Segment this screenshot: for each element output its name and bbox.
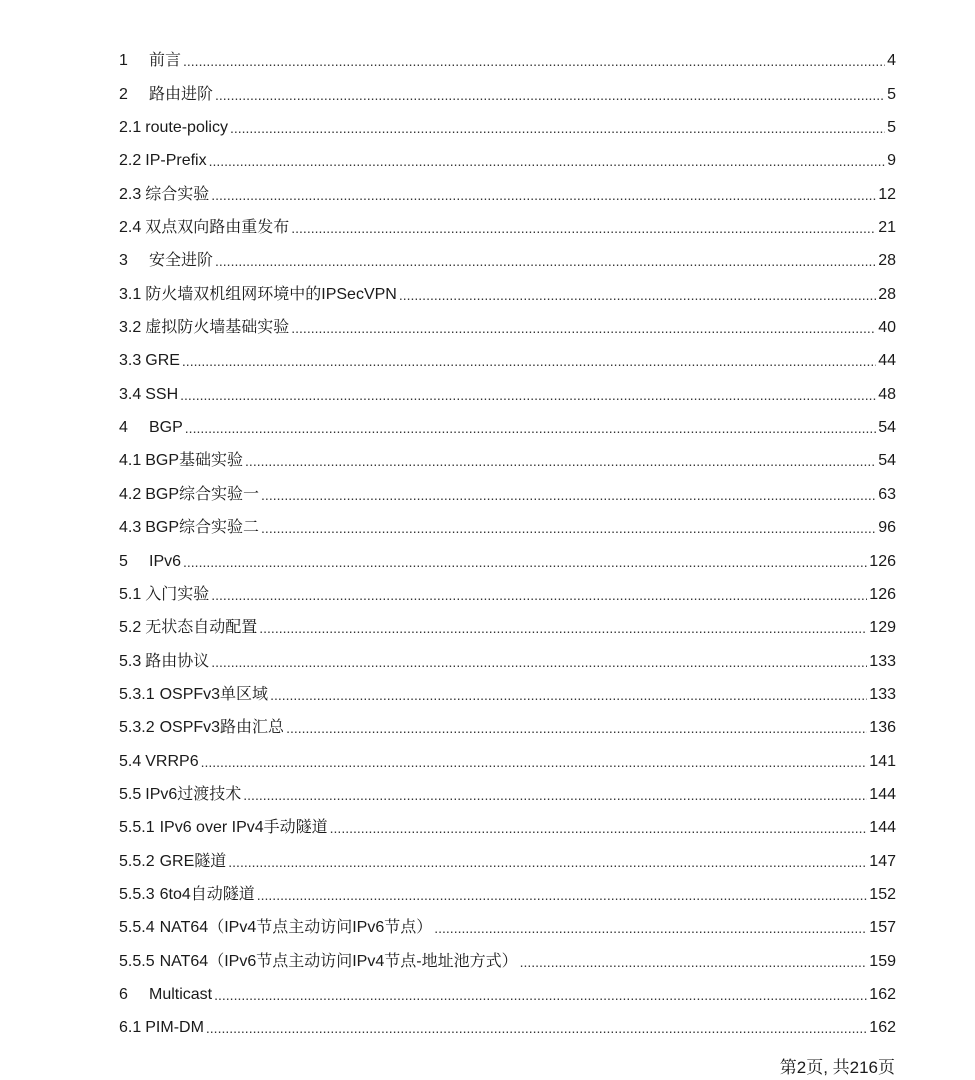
- toc-entry-label: [119, 1018, 206, 1038]
- toc-entry-number: 2.1: [119, 119, 142, 137]
- toc-entry-number: 5.5: [119, 785, 142, 803]
- toc-entry-label: [119, 918, 434, 938]
- toc-entry-page-number: 141: [869, 752, 896, 770]
- toc-entry-page-number: 157: [869, 919, 896, 937]
- toc-entry-number: 5.5.1: [119, 819, 155, 837]
- toc-entry[interactable]: [119, 805, 896, 838]
- toc-entry-number: 5.3: [119, 652, 142, 670]
- toc-entry[interactable]: [119, 338, 896, 371]
- toc-entry-page-number: 129: [869, 619, 896, 637]
- toc-entry[interactable]: [119, 471, 896, 504]
- toc-entry[interactable]: [119, 838, 896, 871]
- toc-entry-number: 6.1: [119, 1019, 142, 1037]
- toc-leader-dots: [183, 52, 885, 70]
- toc-leader-dots: [286, 719, 867, 737]
- toc-entry-page-number: 147: [869, 852, 896, 870]
- toc-entry[interactable]: [119, 38, 896, 71]
- toc-entry[interactable]: [119, 405, 896, 438]
- toc-entry[interactable]: [119, 538, 896, 571]
- toc-entry-number: 5.3.1: [119, 685, 155, 703]
- toc-entry-page-number: 162: [869, 985, 896, 1003]
- toc-entry-title: BGP综合实验二: [145, 519, 260, 537]
- toc-entry[interactable]: [119, 672, 896, 705]
- toc-entry-title: NAT64（IPv6节点主动访问IPv4节点-地址池方式）: [159, 952, 518, 970]
- toc-entry-page-number: 54: [878, 452, 896, 470]
- toc-entry-title: GRE: [145, 352, 180, 370]
- toc-leader-dots: [215, 86, 885, 104]
- toc-entry-page-number: 126: [869, 552, 896, 570]
- toc-leader-dots: [228, 853, 867, 871]
- toc-entry[interactable]: [119, 872, 896, 905]
- toc-entry-number: 2.3: [119, 185, 142, 203]
- toc-entry-title: BGP基础实验: [145, 452, 244, 470]
- toc-entry-page-number: 4: [887, 52, 896, 70]
- toc-entry-page-number: 133: [869, 685, 896, 703]
- toc-entry-label: [119, 985, 214, 1005]
- toc-entry[interactable]: [119, 572, 896, 605]
- toc-entry-label: [119, 151, 209, 171]
- toc-entry[interactable]: [119, 71, 896, 104]
- toc-entry-page-number: 126: [869, 585, 896, 603]
- toc-entry-page-number: 136: [869, 719, 896, 737]
- toc-entry[interactable]: [119, 205, 896, 238]
- toc-entry-number: 5: [119, 552, 128, 570]
- toc-entry-label: [119, 385, 180, 405]
- toc-entry-page-number: 159: [869, 952, 896, 970]
- toc-entry[interactable]: [119, 438, 896, 471]
- toc-leader-dots: [211, 186, 876, 204]
- toc-entry-title: BGP: [149, 419, 183, 437]
- toc-entry-label: [119, 618, 259, 638]
- toc-entry[interactable]: [119, 905, 896, 938]
- toc-entry-page-number: 144: [869, 785, 896, 803]
- toc-entry-page-number: 12: [878, 185, 896, 203]
- toc-entry[interactable]: [119, 972, 896, 1005]
- toc-entry-title: NAT64（IPv4节点主动访问IPv6节点）: [159, 919, 433, 937]
- toc-leader-dots: [399, 286, 876, 304]
- toc-leader-dots: [259, 619, 867, 637]
- toc-entry-label: [119, 318, 291, 338]
- toc-entry[interactable]: [119, 171, 896, 204]
- toc-leader-dots: [180, 386, 876, 404]
- toc-entry-page-number: 133: [869, 652, 896, 670]
- toc-entry-number: 4: [119, 419, 128, 437]
- toc-entry-number: 3: [119, 252, 128, 270]
- toc-entry[interactable]: [119, 238, 896, 271]
- toc-entry-label: [119, 785, 243, 805]
- toc-entry[interactable]: [119, 938, 896, 971]
- toc-leader-dots: [230, 119, 885, 137]
- toc-entry-page-number: 162: [869, 1019, 896, 1037]
- toc-entry-title: SSH: [145, 385, 179, 403]
- toc-entry-page-number: 40: [878, 319, 896, 337]
- toc-entry[interactable]: [119, 738, 896, 771]
- toc-entry-title: OSPFv3路由汇总: [159, 719, 285, 737]
- toc-entry-label: [119, 885, 257, 905]
- toc-entry-title: 入门实验: [145, 585, 210, 603]
- toc-leader-dots: [245, 452, 876, 470]
- toc-entry-title: 防火墙双机组网环境中的IPSecVPN: [145, 285, 397, 303]
- toc-entry-page-number: 9: [887, 152, 896, 170]
- toc-entry-title: 安全进阶: [149, 252, 214, 270]
- toc-entry-title: route-policy: [145, 119, 228, 137]
- toc-entry-number: 2: [119, 85, 128, 103]
- toc-entry-title: Multicast: [149, 985, 213, 1003]
- toc-entry-page-number: 152: [869, 885, 896, 903]
- toc-leader-dots: [434, 919, 867, 937]
- toc-entry-title: 路由进阶: [149, 85, 214, 103]
- toc-entry-label: [119, 118, 230, 138]
- toc-leader-dots: [330, 819, 868, 837]
- toc-entry-page-number: 144: [869, 819, 896, 837]
- toc-entry[interactable]: [119, 638, 896, 671]
- toc-leader-dots: [214, 986, 867, 1004]
- toc-entry-page-number: 63: [878, 485, 896, 503]
- toc-entry-label: [119, 285, 399, 305]
- toc-entry-title: 无状态自动配置: [145, 619, 258, 637]
- toc-entry-number: 5.5.5: [119, 952, 155, 970]
- toc-entry-label: [119, 552, 183, 572]
- toc-entry-number: 4.3: [119, 519, 142, 537]
- toc-leader-dots: [183, 553, 867, 571]
- toc-leader-dots: [243, 786, 867, 804]
- toc-entry-page-number: 5: [887, 85, 896, 103]
- toc-entry-label: [119, 351, 182, 371]
- toc-entry-label: [119, 752, 201, 772]
- toc-entry-label: [119, 485, 261, 505]
- toc-entry-label: [119, 718, 286, 738]
- toc-entry-number: 3.2: [119, 319, 142, 337]
- toc-entry-label: [119, 418, 185, 438]
- toc-leader-dots: [201, 753, 868, 771]
- toc-leader-dots: [211, 586, 867, 604]
- toc-entry-title: OSPFv3单区域: [159, 685, 269, 703]
- toc-entry-title: 综合实验: [145, 185, 210, 203]
- toc-entry-label: [119, 852, 228, 872]
- toc-entry-label: [119, 185, 211, 205]
- page-footer: [780, 1057, 895, 1079]
- toc-entry-title: IPv6 over IPv4手动隧道: [159, 819, 328, 837]
- toc-entry[interactable]: [119, 305, 896, 338]
- toc-leader-dots: [211, 653, 867, 671]
- toc-entry[interactable]: [119, 105, 896, 138]
- toc-entry-number: 4.1: [119, 452, 142, 470]
- toc-entry-label: [119, 218, 291, 238]
- toc-entry-page-number: 54: [878, 419, 896, 437]
- toc-entry-number: 4.2: [119, 485, 142, 503]
- toc-leader-dots: [206, 1019, 867, 1037]
- toc-entry-page-number: 44: [878, 352, 896, 370]
- toc-entry-title: 双点双向路由重发布: [145, 219, 290, 237]
- toc-entry-number: 5.5.3: [119, 885, 155, 903]
- toc-entry[interactable]: [119, 271, 896, 304]
- toc-entry[interactable]: [119, 1005, 896, 1038]
- toc-entry[interactable]: [119, 505, 896, 538]
- toc-leader-dots: [257, 886, 868, 904]
- toc-entry-title: PIM-DM: [145, 1019, 204, 1037]
- toc-leader-dots: [270, 686, 867, 704]
- toc-entry-title: 前言: [149, 52, 182, 70]
- toc-entry-number: 1: [119, 52, 128, 70]
- table-of-contents: [119, 38, 896, 1038]
- toc-entry-page-number: 48: [878, 385, 896, 403]
- toc-entry-title: 虚拟防火墙基础实验: [145, 319, 290, 337]
- toc-entry-number: 5.2: [119, 619, 142, 637]
- toc-entry-title: 路由协议: [145, 652, 210, 670]
- toc-entry-title: GRE隧道: [159, 852, 227, 870]
- toc-entry-label: [119, 51, 183, 71]
- toc-entry-label: [119, 518, 261, 538]
- toc-entry-label: [119, 85, 215, 105]
- toc-entry[interactable]: [119, 371, 896, 404]
- toc-leader-dots: [209, 152, 886, 170]
- toc-leader-dots: [291, 219, 876, 237]
- toc-leader-dots: [520, 953, 868, 971]
- toc-entry-title: BGP综合实验一: [145, 485, 260, 503]
- toc-entry-label: [119, 818, 330, 838]
- toc-entry-page-number: 5: [887, 119, 896, 137]
- toc-entry-label: [119, 952, 520, 972]
- toc-entry-label: [119, 585, 211, 605]
- toc-entry-page-number: 96: [878, 519, 896, 537]
- toc-leader-dots: [291, 319, 876, 337]
- toc-entry-number: 3.4: [119, 385, 142, 403]
- toc-entry-number: 2.4: [119, 219, 142, 237]
- toc-entry[interactable]: [119, 138, 896, 171]
- toc-leader-dots: [215, 252, 876, 270]
- toc-leader-dots: [261, 486, 876, 504]
- toc-entry-title: VRRP6: [145, 752, 199, 770]
- toc-entry-label: [119, 685, 270, 705]
- toc-entry-number: 6: [119, 985, 128, 1003]
- toc-entry-title: IPv6: [149, 552, 182, 570]
- toc-entry-number: 5.1: [119, 585, 142, 603]
- toc-entry-number: 5.4: [119, 752, 142, 770]
- toc-entry-title: 6to4自动隧道: [159, 885, 255, 903]
- toc-entry-number: 3.1: [119, 285, 142, 303]
- toc-entry-label: [119, 451, 245, 471]
- toc-entry-number: 2.2: [119, 152, 142, 170]
- toc-entry-label: [119, 251, 215, 271]
- toc-entry-page-number: 21: [878, 219, 896, 237]
- toc-entry-page-number: 28: [878, 252, 896, 270]
- page-indicator: 第2页, 共216页: [779, 1058, 895, 1077]
- toc-entry[interactable]: [119, 705, 896, 738]
- toc-leader-dots: [182, 352, 876, 370]
- toc-entry-label: [119, 652, 211, 672]
- toc-leader-dots: [261, 519, 876, 537]
- toc-entry-number: 3.3: [119, 352, 142, 370]
- toc-leader-dots: [185, 419, 876, 437]
- toc-entry-number: 5.5.2: [119, 852, 155, 870]
- toc-entry[interactable]: [119, 605, 896, 638]
- toc-entry-title: IP-Prefix: [145, 152, 207, 170]
- toc-entry[interactable]: [119, 772, 896, 805]
- toc-entry-number: 5.5.4: [119, 919, 155, 937]
- toc-entry-number: 5.3.2: [119, 719, 155, 737]
- toc-entry-page-number: 28: [878, 285, 896, 303]
- toc-entry-title: IPv6过渡技术: [145, 785, 242, 803]
